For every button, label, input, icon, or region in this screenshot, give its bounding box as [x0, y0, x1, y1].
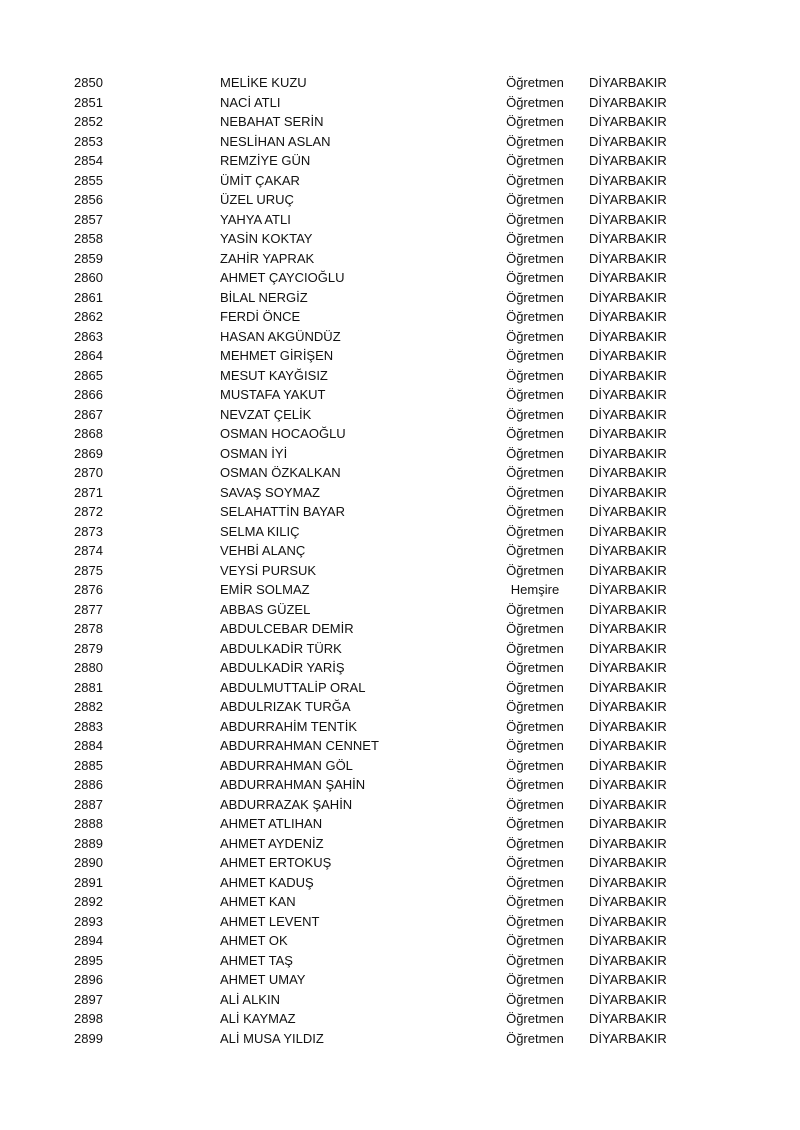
job-title: Öğretmen	[506, 133, 564, 149]
person-name: OSMAN HOCAOĞLU	[220, 426, 346, 441]
list-row	[0, 795, 800, 815]
person-name: OSMAN İYİ	[220, 445, 288, 461]
job-title: Öğretmen	[506, 835, 564, 851]
list-row	[0, 463, 800, 483]
job-title: Öğretmen	[506, 231, 564, 246]
city-name: DİYARBAKIR	[589, 796, 667, 812]
city-name: DİYARBAKIR	[589, 913, 667, 929]
city-name: DİYARBAKIR	[589, 523, 667, 539]
job-title: Öğretmen	[506, 699, 564, 714]
person-name: EMİR SOLMAZ	[220, 582, 310, 597]
list-row	[0, 951, 800, 971]
row-number: 2870	[74, 465, 103, 480]
job-title: Öğretmen	[506, 777, 564, 792]
job-title: Öğretmen	[506, 913, 564, 929]
person-name: YASİN KOKTAY	[220, 231, 313, 246]
job-title: Öğretmen	[506, 250, 564, 266]
job-title: Öğretmen	[506, 679, 564, 695]
city-name: DİYARBAKIR	[589, 211, 667, 227]
list-row	[0, 697, 800, 717]
list-row	[0, 522, 800, 542]
job-title: Öğretmen	[506, 1011, 564, 1026]
city-name: DİYARBAKIR	[589, 660, 667, 675]
city-name: DİYARBAKIR	[589, 231, 667, 246]
city-name: DİYARBAKIR	[589, 133, 667, 149]
city-name: DİYARBAKIR	[589, 679, 667, 695]
person-name: YAHYA ATLI	[220, 211, 291, 227]
person-name: AHMET AYDENİZ	[220, 835, 324, 851]
city-name: DİYARBAKIR	[589, 114, 667, 129]
person-name: MESUT KAYĞISIZ	[220, 367, 328, 383]
list-row	[0, 1029, 800, 1049]
job-title: Öğretmen	[506, 289, 564, 305]
row-number: 2886	[74, 777, 103, 792]
list-row	[0, 873, 800, 893]
list-row	[0, 249, 800, 269]
row-number: 2885	[74, 757, 103, 773]
person-name: ALİ KAYMAZ	[220, 1011, 296, 1026]
person-name: AHMET LEVENT	[220, 913, 320, 929]
row-number: 2890	[74, 855, 103, 870]
list-row	[0, 912, 800, 932]
person-name: MELİKE KUZU	[220, 75, 307, 90]
row-number: 2889	[74, 835, 103, 851]
row-number: 2894	[74, 933, 103, 948]
person-name: AHMET ATLIHAN	[220, 816, 323, 831]
job-title: Öğretmen	[506, 562, 564, 578]
list-row	[0, 483, 800, 503]
job-title: Öğretmen	[506, 1030, 564, 1046]
person-name: ABDULCEBAR DEMİR	[220, 621, 354, 636]
person-name: MEHMET GİRİŞEN	[220, 348, 334, 363]
person-name: ABDURRAHİM TENTİK	[220, 718, 357, 734]
personnel-list	[0, 73, 800, 1048]
city-name: DİYARBAKIR	[589, 75, 667, 90]
list-row	[0, 834, 800, 854]
job-title: Öğretmen	[506, 75, 564, 90]
person-name: NACİ ATLI	[220, 94, 281, 110]
list-row	[0, 756, 800, 776]
list-row	[0, 717, 800, 737]
job-title: Öğretmen	[506, 153, 564, 168]
row-number: 2884	[74, 738, 103, 753]
city-name: DİYARBAKIR	[589, 504, 667, 519]
person-name: REMZİYE GÜN	[220, 153, 311, 168]
person-name: AHMET KADUŞ	[220, 874, 314, 890]
list-row	[0, 229, 800, 249]
row-number: 2852	[74, 114, 103, 129]
row-number: 2899	[74, 1030, 103, 1046]
city-name: DİYARBAKIR	[589, 94, 667, 110]
city-name: DİYARBAKIR	[589, 250, 667, 266]
person-name: ABBAS GÜZEL	[220, 601, 311, 617]
list-row	[0, 990, 800, 1010]
person-name: OSMAN ÖZKALKAN	[220, 465, 341, 480]
person-name: NEVZAT ÇELİK	[220, 406, 312, 422]
city-name: DİYARBAKIR	[589, 835, 667, 851]
job-title: Öğretmen	[506, 972, 564, 987]
list-row	[0, 580, 800, 600]
list-row	[0, 171, 800, 191]
city-name: DİYARBAKIR	[589, 562, 667, 578]
person-name: NESLİHAN ASLAN	[220, 133, 331, 149]
row-number: 2878	[74, 621, 103, 636]
person-name: ABDULRIZAK TURĞA	[220, 699, 351, 714]
person-name: ÜZEL URUÇ	[220, 192, 294, 207]
job-title: Öğretmen	[506, 309, 564, 324]
person-name: ABDULKADİR TÜRK	[220, 640, 342, 656]
person-name: ABDURRAZAK ŞAHİN	[220, 796, 353, 812]
list-row	[0, 775, 800, 795]
list-row	[0, 346, 800, 366]
row-number: 2861	[74, 289, 103, 305]
row-number: 2862	[74, 309, 103, 324]
job-title: Öğretmen	[506, 387, 564, 402]
row-number: 2896	[74, 972, 103, 987]
job-title: Öğretmen	[506, 640, 564, 656]
list-row	[0, 424, 800, 444]
row-number: 2880	[74, 660, 103, 675]
row-number: 2893	[74, 913, 103, 929]
job-title: Öğretmen	[506, 933, 564, 948]
job-title: Öğretmen	[506, 816, 564, 831]
row-number: 2867	[74, 406, 103, 422]
job-title: Öğretmen	[506, 426, 564, 441]
row-number: 2897	[74, 991, 103, 1007]
row-number: 2883	[74, 718, 103, 734]
list-row	[0, 639, 800, 659]
job-title: Öğretmen	[506, 952, 564, 968]
row-number: 2863	[74, 328, 103, 344]
row-number: 2891	[74, 874, 103, 890]
person-name: AHMET KAN	[220, 894, 296, 909]
list-row	[0, 541, 800, 561]
list-row	[0, 112, 800, 132]
row-number: 2874	[74, 543, 103, 558]
row-number: 2864	[74, 348, 103, 363]
row-number: 2858	[74, 231, 103, 246]
row-number: 2868	[74, 426, 103, 441]
row-number: 2851	[74, 94, 103, 110]
city-name: DİYARBAKIR	[589, 445, 667, 461]
person-name: ALİ MUSA YILDIZ	[220, 1030, 324, 1046]
city-name: DİYARBAKIR	[589, 192, 667, 207]
job-title: Öğretmen	[506, 504, 564, 519]
list-row	[0, 73, 800, 93]
row-number: 2856	[74, 192, 103, 207]
city-name: DİYARBAKIR	[589, 757, 667, 773]
row-number: 2869	[74, 445, 103, 461]
person-name: FERDİ ÖNCE	[220, 309, 301, 324]
job-title: Öğretmen	[506, 484, 564, 500]
city-name: DİYARBAKIR	[589, 172, 667, 188]
city-name: DİYARBAKIR	[589, 621, 667, 636]
job-title: Öğretmen	[506, 465, 564, 480]
list-row	[0, 444, 800, 464]
city-name: DİYARBAKIR	[589, 972, 667, 987]
person-name: AHMET UMAY	[220, 972, 306, 987]
job-title: Hemşire	[510, 582, 560, 597]
row-number: 2853	[74, 133, 103, 149]
row-number: 2879	[74, 640, 103, 656]
row-number: 2873	[74, 523, 103, 539]
person-name: ABDURRAHMAN CENNET	[220, 738, 379, 753]
row-number: 2892	[74, 894, 103, 909]
city-name: DİYARBAKIR	[589, 874, 667, 890]
person-name: AHMET TAŞ	[220, 952, 293, 968]
city-name: DİYARBAKIR	[589, 1030, 667, 1046]
list-row	[0, 327, 800, 347]
city-name: DİYARBAKIR	[589, 601, 667, 617]
job-title: Öğretmen	[506, 855, 564, 870]
city-name: DİYARBAKIR	[589, 1011, 667, 1026]
city-name: DİYARBAKIR	[589, 328, 667, 344]
row-number: 2876	[74, 582, 103, 597]
person-name: SELAHATTİN BAYAR	[220, 504, 345, 519]
job-title: Öğretmen	[506, 172, 564, 188]
row-number: 2888	[74, 816, 103, 831]
row-number: 2898	[74, 1011, 103, 1026]
list-row	[0, 385, 800, 405]
job-title: Öğretmen	[506, 543, 564, 558]
city-name: DİYARBAKIR	[589, 894, 667, 909]
row-number: 2872	[74, 504, 103, 519]
job-title: Öğretmen	[506, 621, 564, 636]
list-row	[0, 931, 800, 951]
job-title: Öğretmen	[506, 601, 564, 617]
list-row	[0, 190, 800, 210]
job-title: Öğretmen	[506, 757, 564, 773]
row-number: 2866	[74, 387, 103, 402]
person-name: NEBAHAT SERİN	[220, 114, 324, 129]
city-name: DİYARBAKIR	[589, 387, 667, 402]
list-row	[0, 678, 800, 698]
person-name: ABDULMUTTALİP ORAL	[220, 679, 366, 695]
city-name: DİYARBAKIR	[589, 640, 667, 656]
list-row	[0, 405, 800, 425]
list-row	[0, 658, 800, 678]
job-title: Öğretmen	[506, 367, 564, 383]
job-title: Öğretmen	[506, 348, 564, 363]
person-name: AHMET OK	[220, 933, 288, 948]
job-title: Öğretmen	[506, 660, 564, 675]
city-name: DİYARBAKIR	[589, 777, 667, 792]
city-name: DİYARBAKIR	[589, 816, 667, 831]
list-row	[0, 132, 800, 152]
person-name: ALİ ALKIN	[220, 991, 280, 1007]
person-name: ZAHİR YAPRAK	[220, 250, 315, 266]
row-number: 2859	[74, 250, 103, 266]
city-name: DİYARBAKIR	[589, 582, 667, 597]
person-name: AHMET ERTOKUŞ	[220, 855, 332, 870]
city-name: DİYARBAKIR	[589, 699, 667, 714]
job-title: Öğretmen	[506, 718, 564, 734]
city-name: DİYARBAKIR	[589, 484, 667, 500]
list-row	[0, 366, 800, 386]
job-title: Öğretmen	[506, 894, 564, 909]
row-number: 2871	[74, 484, 103, 500]
list-row	[0, 619, 800, 639]
job-title: Öğretmen	[506, 114, 564, 129]
list-row	[0, 853, 800, 873]
city-name: DİYARBAKIR	[589, 718, 667, 734]
person-name: SAVAŞ SOYMAZ	[220, 484, 320, 500]
list-row	[0, 210, 800, 230]
job-title: Öğretmen	[506, 991, 564, 1007]
list-row	[0, 561, 800, 581]
row-number: 2895	[74, 952, 103, 968]
row-number: 2887	[74, 796, 103, 812]
person-name: AHMET ÇAYCIOĞLU	[220, 270, 345, 285]
person-name: MUSTAFA YAKUT	[220, 387, 326, 402]
job-title: Öğretmen	[506, 523, 564, 539]
row-number: 2882	[74, 699, 103, 714]
city-name: DİYARBAKIR	[589, 855, 667, 870]
list-row	[0, 93, 800, 113]
list-row	[0, 814, 800, 834]
row-number: 2850	[74, 75, 103, 90]
row-number: 2855	[74, 172, 103, 188]
list-row	[0, 1009, 800, 1029]
job-title: Öğretmen	[506, 738, 564, 753]
city-name: DİYARBAKIR	[589, 738, 667, 753]
person-name: ABDURRAHMAN ŞAHİN	[220, 777, 366, 792]
city-name: DİYARBAKIR	[589, 289, 667, 305]
row-number: 2875	[74, 562, 103, 578]
person-name: ABDURRAHMAN GÖL	[220, 757, 353, 773]
job-title: Öğretmen	[506, 270, 564, 285]
person-name: ÜMİT ÇAKAR	[220, 172, 300, 188]
job-title: Öğretmen	[506, 192, 564, 207]
list-row	[0, 970, 800, 990]
city-name: DİYARBAKIR	[589, 348, 667, 363]
list-row	[0, 502, 800, 522]
city-name: DİYARBAKIR	[589, 933, 667, 948]
person-name: VEYSİ PURSUK	[220, 562, 317, 578]
list-row	[0, 600, 800, 620]
person-name: VEHBİ ALANÇ	[220, 543, 306, 558]
city-name: DİYARBAKIR	[589, 543, 667, 558]
city-name: DİYARBAKIR	[589, 952, 667, 968]
job-title: Öğretmen	[506, 796, 564, 812]
row-number: 2854	[74, 153, 103, 168]
list-row	[0, 151, 800, 171]
job-title: Öğretmen	[506, 445, 564, 461]
list-row	[0, 288, 800, 308]
list-row	[0, 892, 800, 912]
city-name: DİYARBAKIR	[589, 991, 667, 1007]
person-name: ABDULKADİR YARİŞ	[220, 660, 345, 675]
city-name: DİYARBAKIR	[589, 426, 667, 441]
city-name: DİYARBAKIR	[589, 153, 667, 168]
city-name: DİYARBAKIR	[589, 270, 667, 285]
job-title: Öğretmen	[506, 211, 564, 227]
city-name: DİYARBAKIR	[589, 367, 667, 383]
row-number: 2881	[74, 679, 103, 695]
job-title: Öğretmen	[506, 406, 564, 422]
city-name: DİYARBAKIR	[589, 406, 667, 422]
list-row	[0, 736, 800, 756]
job-title: Öğretmen	[506, 328, 564, 344]
list-row	[0, 307, 800, 327]
list-row	[0, 268, 800, 288]
city-name: DİYARBAKIR	[589, 465, 667, 480]
row-number: 2860	[74, 270, 103, 285]
row-number: 2857	[74, 211, 103, 227]
row-number: 2877	[74, 601, 103, 617]
person-name: SELMA KILIÇ	[220, 523, 300, 539]
city-name: DİYARBAKIR	[589, 309, 667, 324]
row-number: 2865	[74, 367, 103, 383]
person-name: BİLAL NERGİZ	[220, 289, 308, 305]
person-name: HASAN AKGÜNDÜZ	[220, 328, 341, 344]
job-title: Öğretmen	[506, 94, 564, 110]
job-title: Öğretmen	[506, 874, 564, 890]
